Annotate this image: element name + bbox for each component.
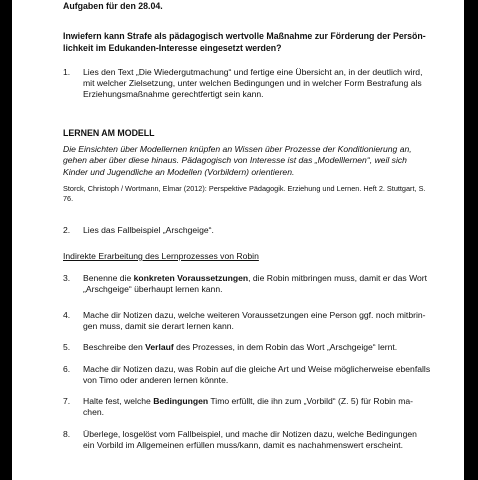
task-line: Erziehungsmaßnahme gerechtfertigt sein kann.: [83, 89, 264, 100]
task-line: chen.: [83, 407, 105, 418]
task-line: [83, 273, 435, 284]
task-number: 3.: [63, 273, 71, 283]
task-text: [83, 273, 435, 295]
text-run: des Prozesses, in dem Robin das Wort „Arschgeige“ lernt.: [173, 342, 398, 352]
task-number: 8.: [63, 429, 71, 439]
task-line: Mache dir Notizen dazu, was Robin auf die gleiche Art und Weise möglicherweise ebenfalls: [83, 364, 431, 374]
task-text: [83, 310, 435, 332]
emphasis-text: konkreten Voraussetzungen: [133, 273, 249, 283]
citation: [63, 184, 436, 204]
text-run: , die Robin mitbringen muss, damit er das Wort: [248, 273, 428, 283]
task-text: [83, 429, 435, 451]
citation-line: 76.: [63, 194, 74, 203]
task-text: [83, 67, 435, 101]
quote-block: [63, 144, 436, 178]
text-run: Halte fest, welche: [83, 396, 154, 406]
text-run: Benenne die: [83, 273, 134, 283]
task-line: Lies den Text „Die Wiedergutmachung“ und fertige eine Übersicht an, in der deutlich wird,: [83, 67, 423, 77]
task-line: von Timo oder anderen lernen könnte.: [83, 375, 229, 386]
date-heading: Aufgaben für den 28.04.: [63, 1, 163, 11]
quote-line: gehen aber über diese hinaus. Pädagogisch von Interesse ist das „Modelllernen“, weil sich: [63, 155, 407, 166]
task-line: [83, 342, 435, 353]
task-line: Mache dir Notizen dazu, welche weiteren Voraussetzungen eine Person ggf. noch mitbrin-: [83, 310, 426, 320]
task-line: „Arschgeige“ überhaupt lernen kann.: [83, 284, 223, 295]
task-number: 4.: [63, 310, 71, 320]
task-text: [83, 342, 435, 353]
text-run: Timo erfüllt, die ihn zum „Vorbild“ (Z. 5) für Robin ma-: [208, 396, 414, 406]
task-line: [83, 396, 435, 407]
task-number: 5.: [63, 342, 71, 352]
main-question: [63, 31, 436, 54]
document-page: [12, 0, 464, 480]
citation-line: Storck, Christoph / Wortmann, Elmar (2012): Perspektive Pädagogik. Erziehung und Lernen. Heft 2. Stuttgart, S.: [63, 184, 426, 193]
task-number: 1.: [63, 67, 71, 77]
quote-line: Kinder und Jugendliche an Modellen (Vorbildern) orientieren.: [63, 166, 295, 177]
emphasis-text: Bedingungen: [153, 396, 209, 406]
quote-line: Die Einsichten über Modellernen knüpfen an Wissen über Prozesse der Konditionierung an,: [63, 144, 412, 154]
task-line: gen muss, damit sie derart lernen kann.: [83, 321, 234, 332]
emphasis-text: Verlauf: [145, 342, 174, 352]
task-line: mit welcher Zielsetzung, unter welchen Bedingungen und in welcher Form Bestrafung als: [83, 78, 422, 89]
subheading: Indirekte Erarbeitung des Lernprozesses von Robin: [63, 251, 259, 261]
task-text: [83, 364, 435, 386]
task-text: [83, 396, 435, 418]
question-line: lichkeit im Edukanden-Interesse eingesetzt werden?: [63, 42, 282, 53]
text-run: Beschreibe den: [83, 342, 146, 352]
task-number: 2.: [63, 225, 71, 235]
task-line: Überlege, losgelöst vom Fallbeispiel, und mache dir Notizen dazu, welche Bedingungen: [83, 429, 417, 439]
task-number: 6.: [63, 364, 71, 374]
task-text: Lies das Fallbeispiel „Arschgeige“.: [83, 225, 214, 235]
question-line: Inwiefern kann Strafe als pädagogisch wertvolle Maßnahme zur Förderung der Persön-: [63, 31, 426, 41]
task-line: ein Vorbild im Allgemeinen erfüllen muss/kann, damit es nachahmenswert erscheint.: [83, 440, 404, 451]
task-number: 7.: [63, 396, 71, 406]
section-title: LERNEN AM MODELL: [63, 128, 155, 138]
